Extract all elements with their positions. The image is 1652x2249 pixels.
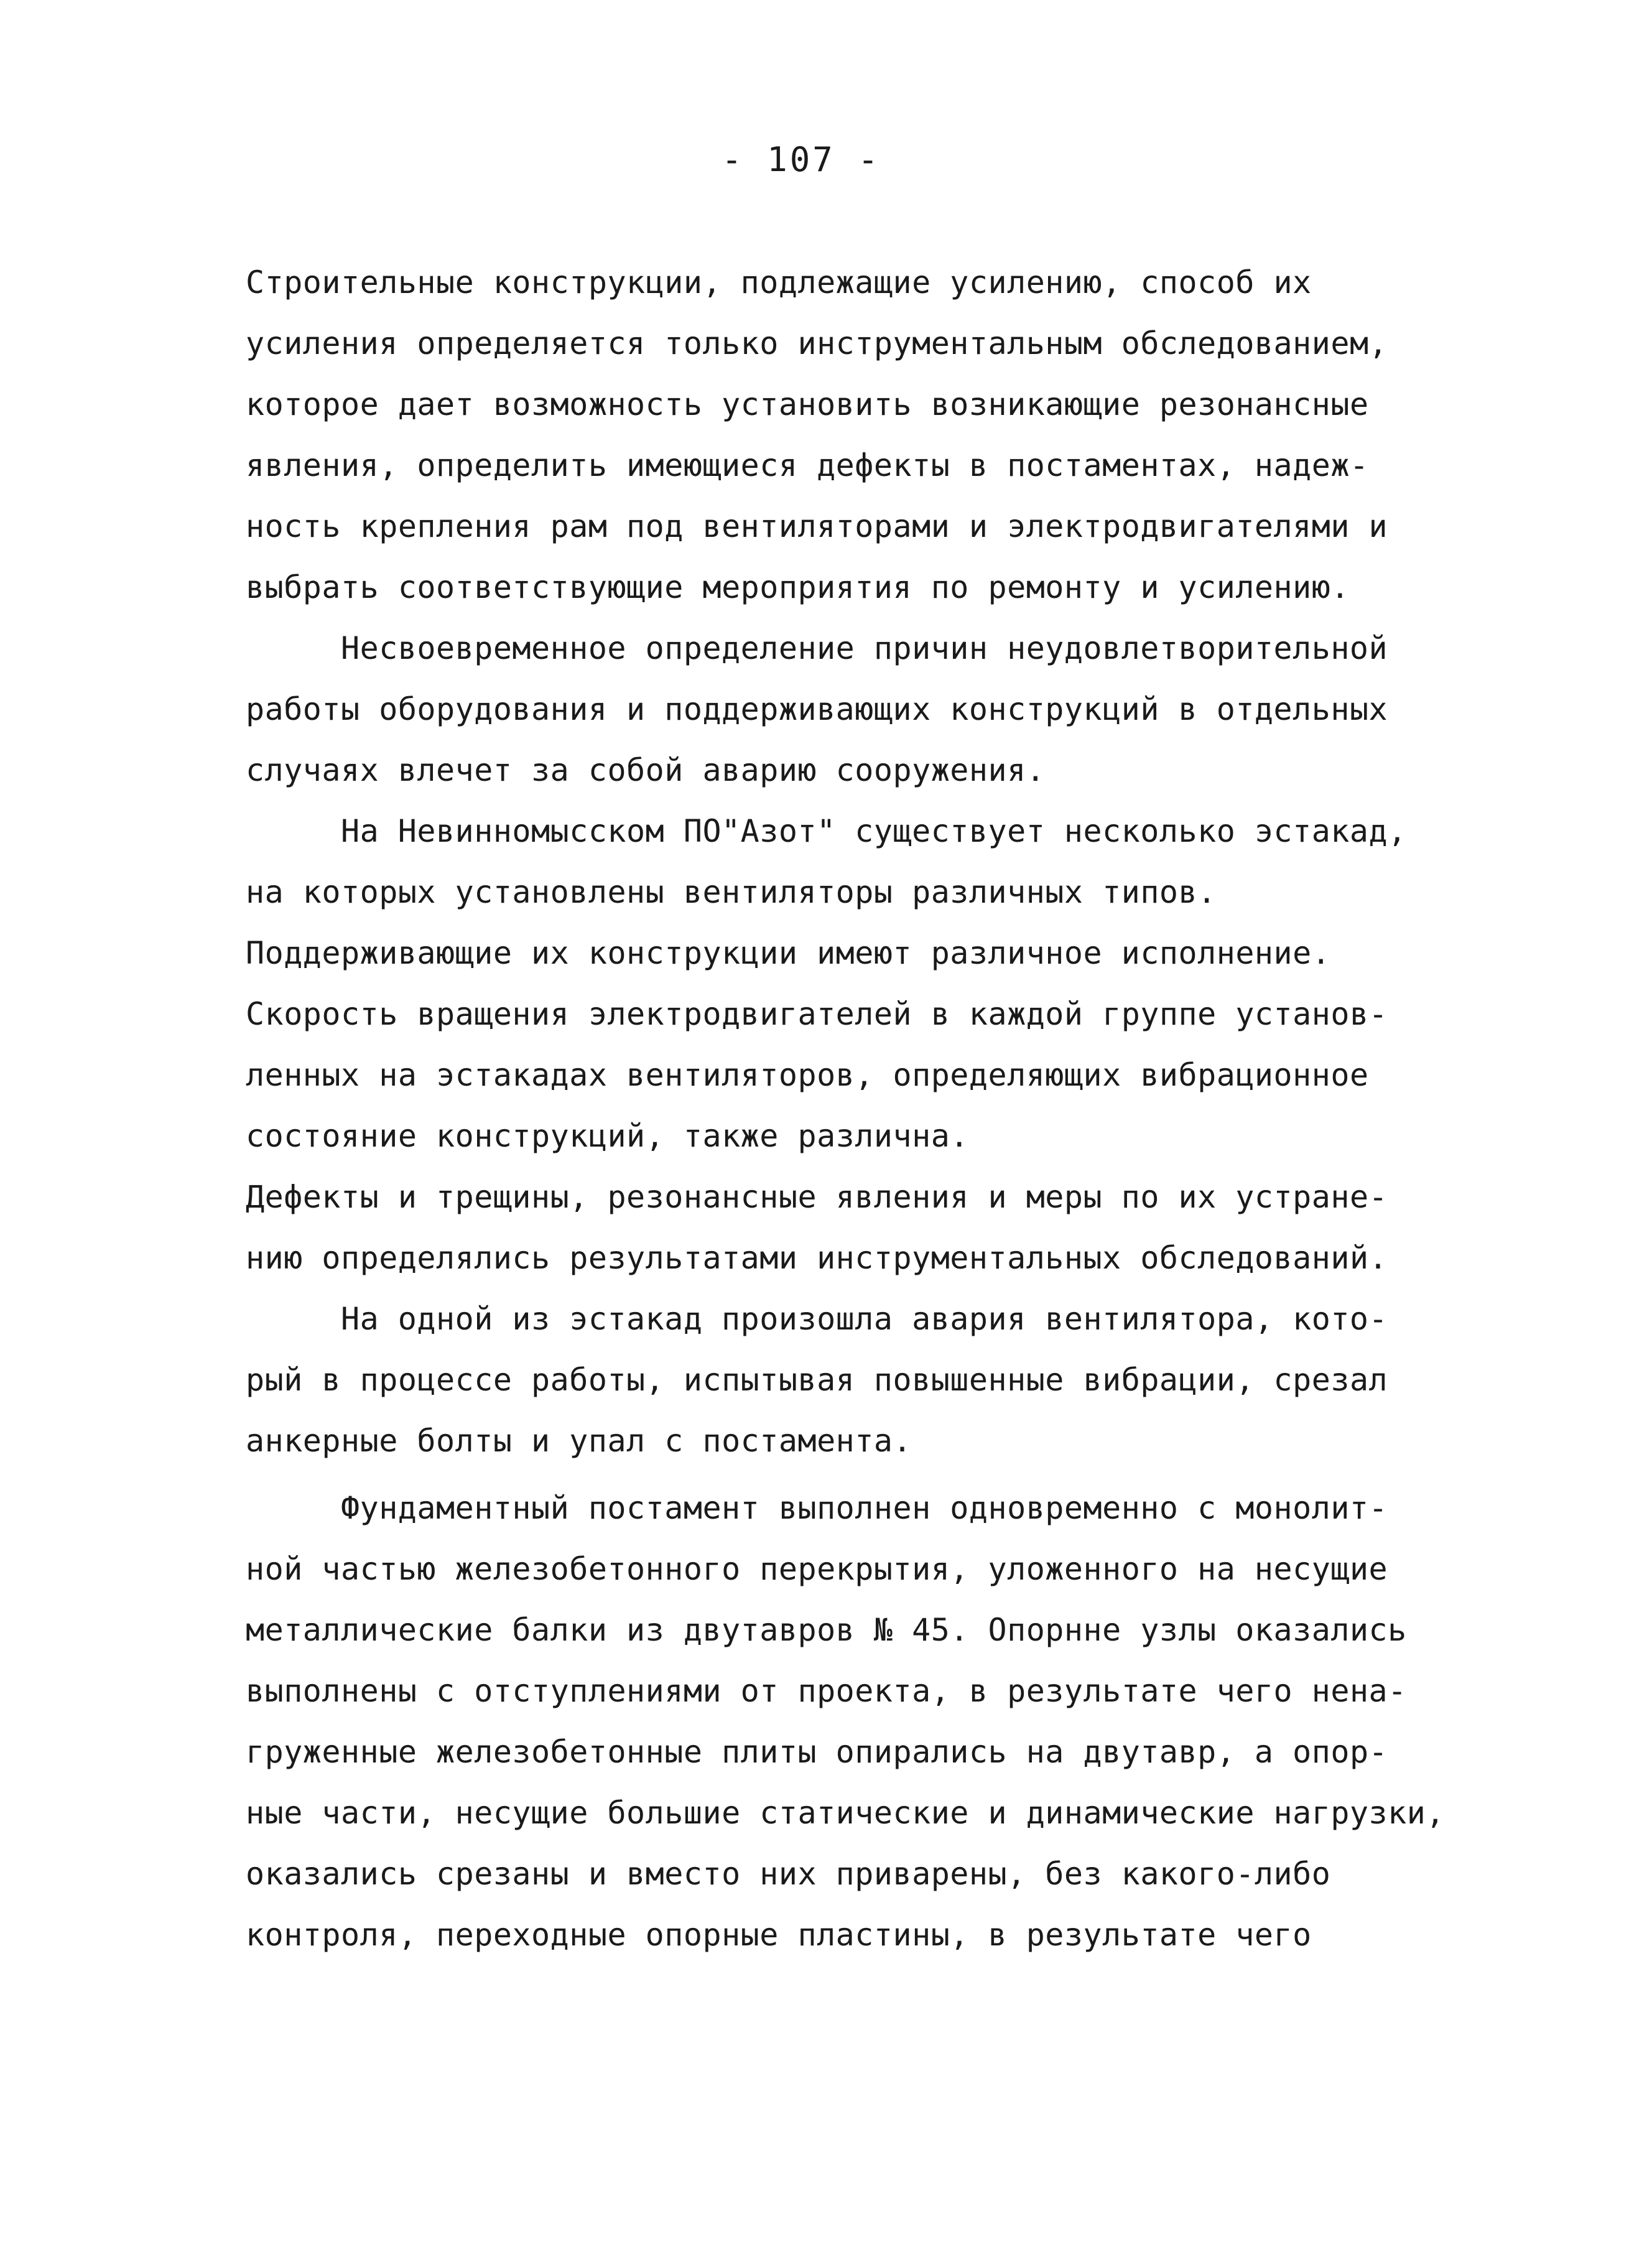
text-line: явления, определить имеющиеся дефекты в постаментах, надеж- bbox=[246, 447, 1369, 483]
text-line: Строительные конструкции, подлежащие усилению, способ их bbox=[246, 264, 1312, 300]
text-line: ные части, несущие большие статические и динамические нагрузки, bbox=[246, 1795, 1445, 1831]
text-line: анкерные болты и упал с постамента. bbox=[246, 1423, 912, 1459]
text-line: случаях влечет за собой аварию сооружения. bbox=[246, 752, 1046, 788]
text-line: Дефекты и трещины, резонансные явления и меры по их устране- bbox=[246, 1179, 1388, 1215]
text-line: контроля, переходные опорные пластины, в результате чего bbox=[246, 1917, 1312, 1953]
text-line: ность крепления рам под вентиляторами и электродвигателями и bbox=[246, 508, 1388, 544]
text-line: на которых установлены вентиляторы различных типов. bbox=[246, 874, 1217, 910]
paragraph-start-line: Фундаментный постамент выполнен одновременно с монолит- bbox=[341, 1490, 1388, 1526]
text-line: выбрать соответствующие мероприятия по ремонту и усилению. bbox=[246, 569, 1350, 605]
text-line: состояние конструкций, также различна. bbox=[246, 1118, 969, 1154]
text-line: рый в процессе работы, испытывая повышенные вибрации, срезал bbox=[246, 1362, 1388, 1398]
text-line: которое дает возможность установить возникающие резонансные bbox=[246, 386, 1369, 422]
text-line: ной частью железобетонного перекрытия, уложенного на несущие bbox=[246, 1551, 1388, 1587]
text-line: ленных на эстакадах вентиляторов, определяющих вибрационное bbox=[246, 1057, 1369, 1093]
text-line: металлические балки из двутавров № 45. Опорнне узлы оказались bbox=[246, 1612, 1407, 1648]
text-line: работы оборудования и поддерживающих конструкций в отдельных bbox=[246, 691, 1388, 727]
text-line: груженные железобетонные плиты опирались на двутавр, а опор- bbox=[246, 1734, 1388, 1770]
text-line: Поддерживающие их конструкции имеют различное исполнение. bbox=[246, 935, 1331, 971]
paragraph-start-line: На Невинномысском ПО"Азот" существует несколько эстакад, bbox=[341, 813, 1407, 849]
body-text bbox=[246, 252, 1452, 1965]
text-line: Скорость вращения электродвигателей в каждой группе установ- bbox=[246, 996, 1388, 1032]
text-line: усиления определяется только инструментальным обследованием, bbox=[246, 325, 1388, 361]
paragraph-start-line: На одной из эстакад произошла авария вентилятора, кото- bbox=[341, 1301, 1388, 1337]
text-line: выполнены с отступлениями от проекта, в результате чего нена- bbox=[246, 1673, 1407, 1709]
page-number: - 107 - bbox=[722, 140, 881, 179]
paragraph-start-line: Несвоевременное определение причин неудовлетворительной bbox=[341, 630, 1388, 666]
text-line: оказались срезаны и вместо них приварены, без какого-либо bbox=[246, 1856, 1331, 1892]
text-line: нию определялись результатами инструментальных обследований. bbox=[246, 1240, 1388, 1276]
